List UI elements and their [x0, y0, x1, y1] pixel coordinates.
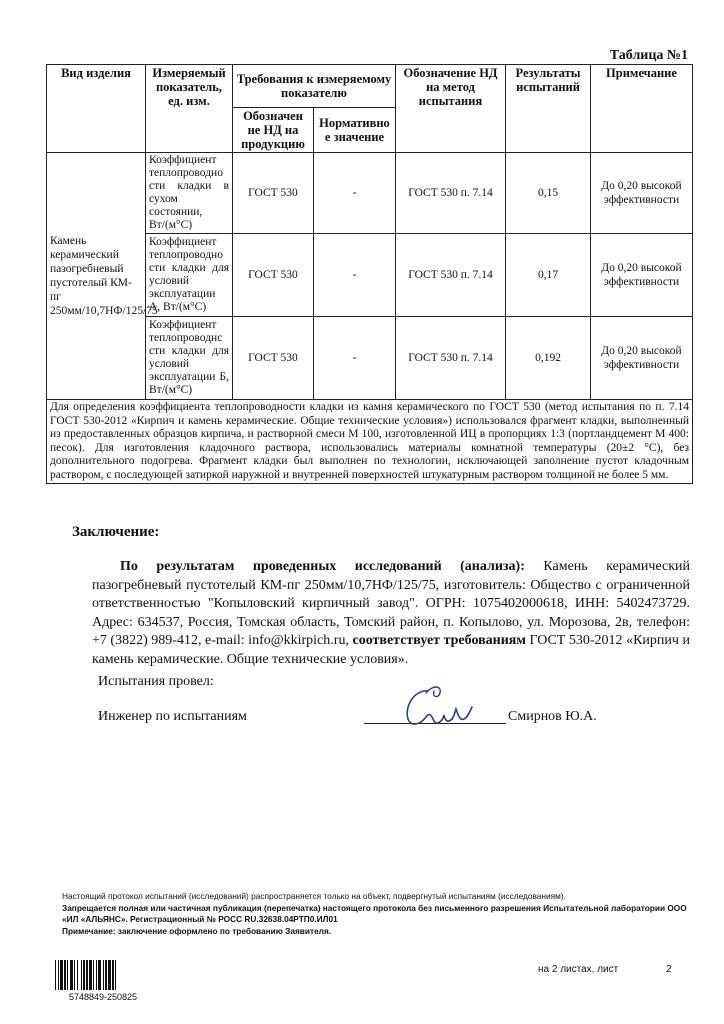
footer-line-3: Примечание: заключение оформлено по требованию Заявителя. [62, 925, 332, 936]
header-requirements: Требования к измеряемому показателю [233, 65, 396, 108]
header-results: Результаты испытаний [506, 65, 591, 153]
norm-cell: - [314, 234, 396, 317]
table-footnote: Для определения коэффициента теплопроводности кладки из камня керамического по ГОСТ 530 (метод испытания по п. 7.14 ГОСТ 530-2012 «Кирпич и камень керамические. Общие технические условия») использовался фрагмент кладки, выполненный из предоставленных образцов кирпича, и растворной смеси М 100, изготовленной ИЦ в пропорциях 1:3 (портландцемент М 400: песок). Для изготовления кладочного раствора, использовались материалы комнатной температуры (20±2 °С), без дополнительного подогрева. Фрагмент кладки был выполнен по технологии, исключающей заполнение пустот кладочным раствором, с последующей затиркой наружной и внутренней поверхностей штукатурным раствором толщиной не более 5 мм. [47, 400, 693, 484]
engineer-name: Смирнов Ю.А. [508, 709, 597, 724]
result-cell: 0,17 [506, 234, 591, 317]
norm-cell: - [314, 317, 396, 400]
tested-by-label: Испытания провел: [98, 674, 214, 689]
barcode-number: 5748849-250825 [68, 992, 138, 1002]
method-cell: ГОСТ 530 п. 7.14 [396, 317, 506, 400]
results-table [46, 64, 693, 484]
conclusion-compliance: соответствует требованиям [352, 633, 526, 648]
header-req-norm: Нормативно е значение [314, 108, 396, 153]
header-measured: Измеряемый показатель, ед. изм. [146, 65, 233, 153]
result-cell: 0,192 [506, 317, 591, 400]
header-method: Обозначение НД на метод испытания [396, 65, 506, 153]
conclusion-title: Заключение: [72, 524, 160, 540]
nd-cell: ГОСТ 530 [233, 317, 314, 400]
result-cell: 0,15 [506, 153, 591, 234]
footer-notes [62, 891, 687, 937]
sheet-info: на 2 листах, лист [538, 964, 619, 975]
param-cell: Коэффициент теплопроводнс сти кладки для условий эксплуатации Б, Вт/(м°С) [146, 317, 233, 400]
param-cell: Коэффициент теплопроводно сти кладки в сухом состоянии, Вт/(м°С) [146, 153, 233, 234]
note-cell: До 0,20 высокой эффективности [591, 317, 693, 400]
note-cell: До 0,20 высокой эффективности [591, 153, 693, 234]
method-cell: ГОСТ 530 п. 7.14 [396, 153, 506, 234]
page-number: 2 [666, 964, 672, 975]
signature-row [98, 709, 698, 733]
handwritten-signature [398, 683, 488, 731]
param-cell: Коэффициент теплопроводно сти кладки для условий эксплуатации А, Вт/(м°С) [146, 234, 233, 317]
nd-cell: ГОСТ 530 [233, 153, 314, 234]
norm-cell: - [314, 153, 396, 234]
note-cell: До 0,20 высокой эффективности [591, 234, 693, 317]
conclusion-lead: По результатам проведенных исследований (анализа): [120, 559, 525, 574]
table-row [47, 153, 693, 234]
footer-line-2: Запрещается полная или частичная публикация (перепечатка) настоящего протокола без письменного разрешения Испытательной лаборатории ООО «ИЛ «АЛЬЯНС». Регистрационный № РОСС RU.32638.04РТП0.ИЛ01 [62, 902, 687, 924]
header-product: Вид изделия [47, 65, 146, 153]
engineer-position: Инженер по испытаниям [98, 709, 247, 724]
product-name: Камень керамический пазогребневый пустотелый КМ-пг 250мм/10,7НФ/125/75 [47, 153, 146, 400]
header-req-nd: Обозначен не НД на продукцию [233, 108, 314, 153]
method-cell: ГОСТ 530 п. 7.14 [396, 234, 506, 317]
conclusion-body-2: ГОСТ 530-2012 «Кирпич и камень керамические. Общие технические условия». [92, 633, 690, 667]
conclusion-body-1: Камень керамический пазогребневый пустотелый КМ-пг 250мм/10,7НФ/125/75, изготовитель: Общество с ограниченной ответственностью "Копыловский кирпичный завод". ОГРН: 1075402000618, ИНН: 5402473729. Адрес: 634537, Россия, Томская область, Томский район, п. Копылово, ул. Морозова, 2в, телефон: +7 (3822) 989-412, e-mail: info@kkirpich.ru, [92, 559, 691, 648]
nd-cell: ГОСТ 530 [233, 234, 314, 317]
footnote-row [47, 400, 693, 484]
header-note: Примечание [591, 65, 693, 153]
barcode-icon [54, 960, 152, 990]
table-title: Таблица №1 [609, 48, 688, 63]
footer-line-1: Настоящий протокол испытаний (исследований) распространяется только на объект, подвергнутый испытаниям (исследованиям). [62, 891, 566, 901]
conclusion-text [92, 558, 690, 669]
header-row [47, 65, 693, 108]
